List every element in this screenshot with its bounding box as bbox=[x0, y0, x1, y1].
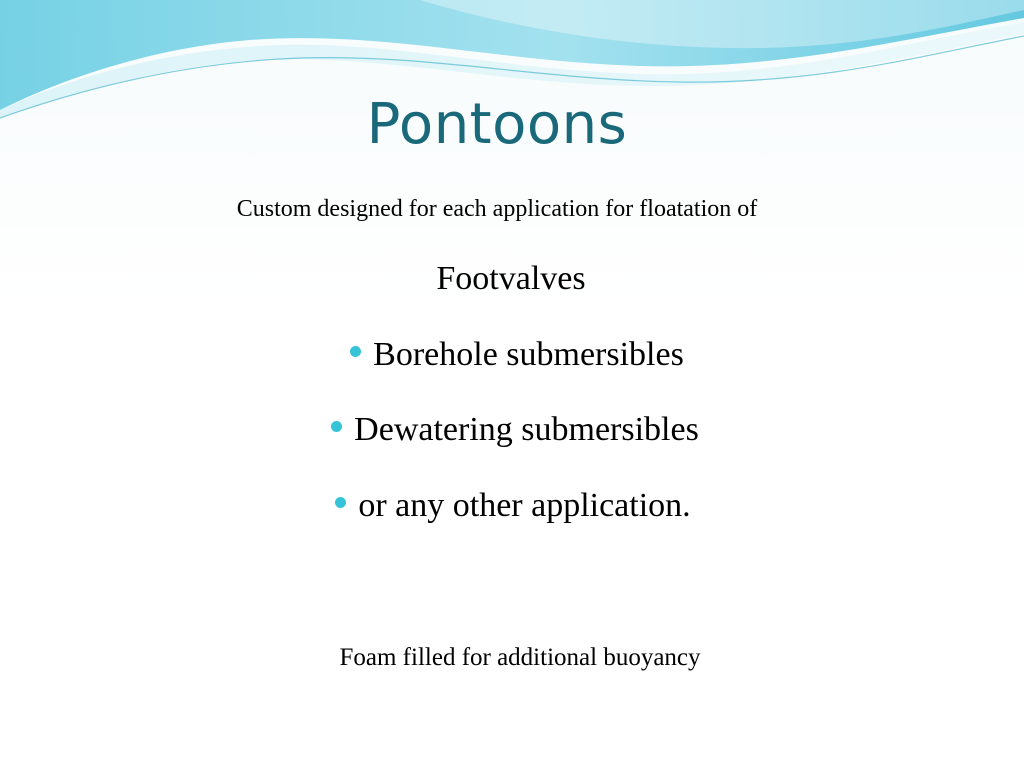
slide-footer-note: Foam filled for additional buoyancy bbox=[339, 644, 701, 671]
list-item-other bbox=[1, 487, 1024, 525]
bullet-dot-icon bbox=[350, 346, 361, 357]
list-item-text: Dewatering submersibles bbox=[354, 411, 699, 448]
bullet-dot-icon bbox=[335, 497, 346, 508]
slide-subtitle: Custom designed for each application for floatation of bbox=[236, 196, 758, 222]
list-item-borehole bbox=[5, 336, 1024, 374]
list-item-text: or any other application. bbox=[358, 487, 691, 524]
list-item-footvalves bbox=[0, 260, 1023, 298]
list-item-text: Borehole submersibles bbox=[373, 336, 684, 373]
list-item-dewatering bbox=[3, 411, 1024, 449]
bullet-dot-icon bbox=[331, 421, 342, 432]
slide-title: Pontoons bbox=[366, 92, 628, 157]
list-item-text: Footvalves bbox=[436, 260, 586, 297]
